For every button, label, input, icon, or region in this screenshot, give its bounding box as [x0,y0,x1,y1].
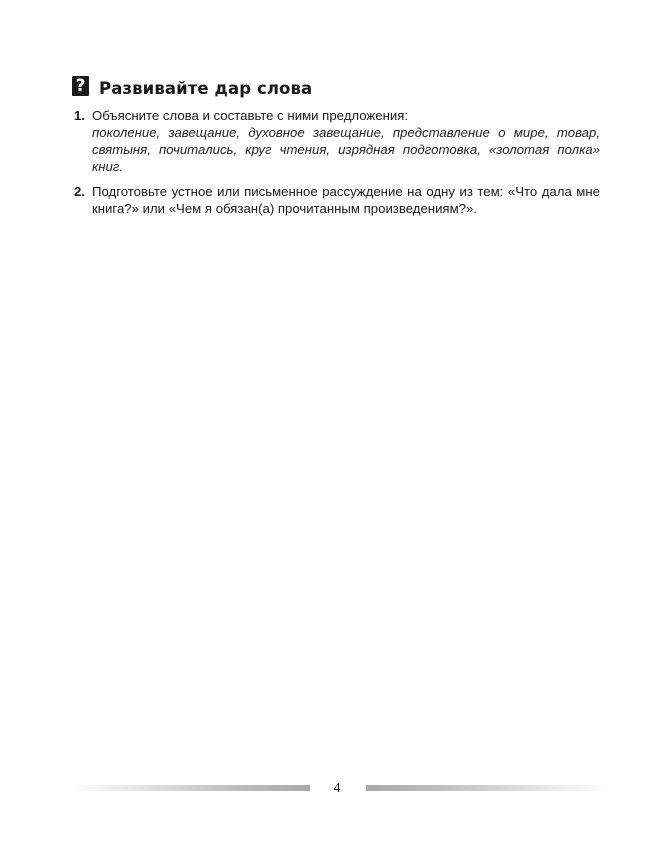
task-number: 2. [74,184,85,199]
page-number: 4 [333,781,341,796]
task-instruction: Объясните слова и составьте с ними предложения: [92,108,409,123]
section-title: Развивайте дар слова [99,78,313,98]
task-item [74,183,600,217]
question-icon: ? [72,76,89,96]
task-number: 1. [74,108,85,123]
footer-rule-left [70,785,310,791]
page-footer [0,780,650,798]
task-word-list: поколение, завещание, духовное завещание, представление о мире, товар, святыня, почитались, круг чтения, изрядная подготовка, «золотая полка» книг. [92,125,600,174]
section-header [72,74,312,102]
task-instruction: Подготовьте устное или письменное рассуждение на одну из тем: «Что дала мне книга?» или «Чем я обязан(а) прочитанным произведениям?». [92,184,600,216]
task-item [74,107,600,175]
footer-rule-right [366,785,606,791]
task-list [74,107,600,225]
